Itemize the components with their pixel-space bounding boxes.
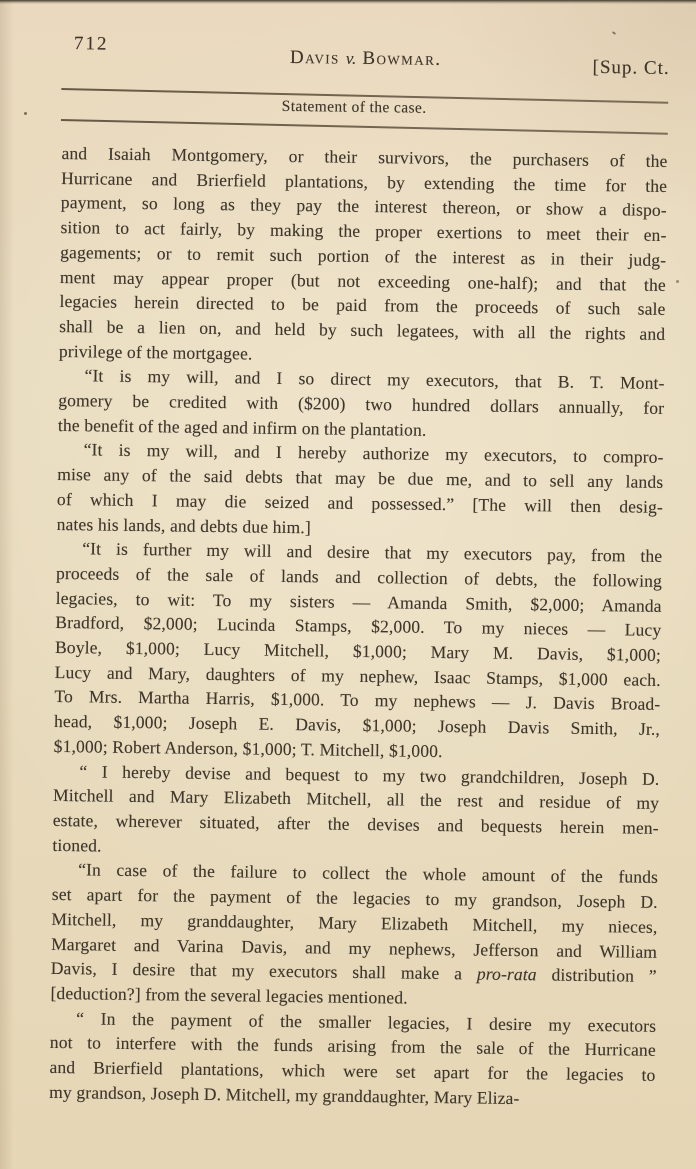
court-reference: [Sup. Ct. <box>592 56 670 79</box>
text-line: mise any of the said debts that may be due me, and to sell any lands <box>57 464 664 493</box>
text-line: $1,000; Robert Anderson, $1,000; T. Mitchell, $1,000. <box>53 735 443 761</box>
text-line: and Brierfield plantations, which were set apart for the legacies to <box>49 1056 656 1085</box>
text-line: Hurricane and Brierfield plantations, by extending the time for the <box>61 167 668 196</box>
body-text <box>49 141 668 1112</box>
text-line: Lucy and Mary, daughters of my nephew, Isaac Stamps, $1,000 each. <box>54 661 661 690</box>
running-head: Statement of the case. <box>281 97 427 117</box>
text-line: Bradford, $2,000; Lucinda Stamps, $2,000. To my nieces — Lucy <box>55 612 662 641</box>
paragraph <box>54 536 663 766</box>
text-line: “It is my will, and I hereby authorize my executors, to compro- <box>83 439 664 468</box>
text-line: payment, so long as they pay the interest thereon, or show a dispo- <box>60 192 667 221</box>
text-line: [deduction?] from the several legacies mentioned. <box>50 982 408 1008</box>
case-title <box>63 44 669 74</box>
party-bowmar: Bowmar. <box>362 47 442 70</box>
text-line: my grandson, Joseph D. Mitchell, my granddaughter, Mary Eliza- <box>49 1081 520 1108</box>
text-line: ment may appear proper (but not exceeding one-half); and that the <box>59 266 666 295</box>
text-line: the benefit of the aged and infirm on the plantation. <box>57 414 427 440</box>
text-line: nates his lands, and debts due him.] <box>56 513 312 537</box>
party-davis: Davis <box>289 46 340 69</box>
paragraph <box>50 857 658 1013</box>
text-line: legacies, to wit: To my sisters — Amanda Smith, $2,000; Amanda <box>55 587 662 616</box>
text-line: set apart for the payment of the legacies to my grandson, Joseph D. <box>51 884 658 912</box>
text-line: “ In the payment of the smaller legacies, I desire my executors <box>76 1007 657 1036</box>
paragraph <box>49 1006 656 1113</box>
versus-abbrev: v. <box>345 48 357 68</box>
text-line: of which I may die seized and possessed.” [The will then desig- <box>56 488 664 517</box>
text-line: legacies herein directed to be paid from the proceeds of such sale <box>59 291 666 320</box>
text-line: Davis, I desire that my executors shall make a pro-rata distribution ” <box>50 958 657 987</box>
paragraph <box>57 437 664 544</box>
text-line: and Isaiah Montgomery, or their survivors, the purchasers of the <box>61 142 668 171</box>
text-line: tioned. <box>52 834 102 856</box>
paragraph <box>59 141 668 371</box>
paragraph <box>58 363 665 445</box>
header-rule-bottom <box>61 119 668 135</box>
text-line: not to interfere with the funds arising from the sale of the Hurricane <box>49 1032 656 1061</box>
text-line: Mitchell, my granddaughter, Mary Elizabeth Mitchell, my nieces, <box>51 908 658 937</box>
text-line: estate, wherever situated, after the devises and bequests herein men- <box>52 809 659 838</box>
text-line: gomery be credited with ($200) two hundred dollars annually, for <box>58 390 665 418</box>
text-line: head, $1,000; Joseph E. Davis, $1,000; Joseph Davis Smith, Jr., <box>53 711 661 740</box>
text-line: Margaret and Varina Davis, and my nephews, Jefferson and William <box>51 933 658 962</box>
paragraph <box>52 759 659 866</box>
text-line: “In case of the failure to collect the whole amount of the funds <box>78 859 659 888</box>
text-line: “It is further my will and desire that my executors pay, from the <box>82 538 663 567</box>
text-line: “It is my will, and I so direct my executors, that B. T. Mont- <box>84 365 665 394</box>
text-line: To Mrs. Martha Harris, $1,000. To my nephews — J. Davis Broad- <box>54 686 661 715</box>
text-line: shall be a lien on, and held by such legatees, with all the rights and <box>59 315 666 344</box>
text-line: Boyle, $1,000; Lucy Mitchell, $1,000; Mary M. Davis, $1,000; <box>54 637 662 665</box>
text-line: privilege of the mortgagee. <box>58 340 253 364</box>
text-line: “ I hereby devise and bequest to my two grandchildren, Joseph D. <box>79 760 660 789</box>
text-line: proceeds of the sale of lands and collection of debts, the following <box>55 562 663 591</box>
page-number: 712 <box>73 33 109 55</box>
text-line: sition to act fairly, by making the proper exertions to meet their en- <box>60 217 667 246</box>
text-line: Mitchell and Mary Elizabeth Mitchell, all the rest and residue of my <box>52 785 660 814</box>
text-line: gagements; or to remit such portion of the interest as in their judg- <box>60 241 667 270</box>
